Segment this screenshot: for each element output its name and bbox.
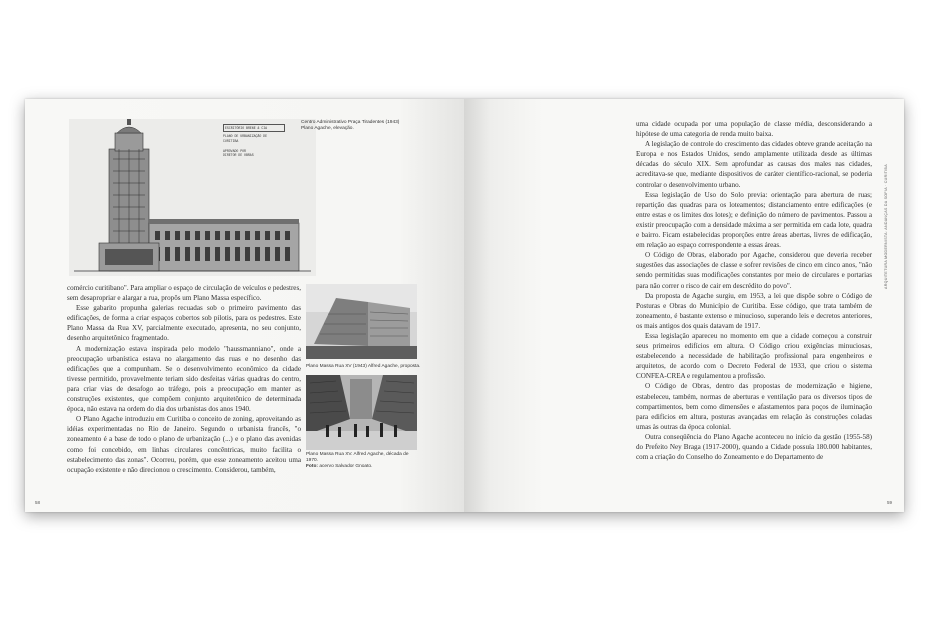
left-page (25, 99, 464, 512)
caption-photo-credit: acervo Salvador Gnoato. (319, 464, 373, 470)
paragraph: O Código de Obras, dentro das propostas de modernização e higiene, estabeleceu, também, normas de aberturas e ventilação para os diversos tipos de compartimentos, bem como dimensões e afastamentos para poços de iluminação para edifícios em altura, posturas avançadas em relação às construções coladas umas às outras da época colonial. (636, 382, 872, 431)
drawing-stamp (223, 124, 285, 157)
stamp-line: PLANO DE URBANIZAÇÃO DE (223, 134, 267, 139)
paragraph: Da proposta de Agache surgiu, em 1953, a lei que dispõe sobre o Código de Posturas e Obras do Município de Curitiba. Esse código, que trata também de zoneamento, é bastante extenso e minucioso, superando leis e decretos anteriores, os mais antigos dos quais datavam de 1917. (636, 291, 872, 330)
caption-photo-street (306, 452, 416, 471)
paragraph: O Código de Obras, elaborado por Agache, considerou que deveria receber sugestões das associações de classe e sofrer revisões de cinco em cinco anos, "não sendo permitidas suas modificações constantes por meio de circulares e portarias para não correr o risco de cair em descrédito do povo". (636, 251, 872, 290)
paragraph: A legislação de controle do crescimento das cidades obteve grande aceitação na Europa e nos Estados Unidos, sendo amplamente utilizada desde as últimas décadas do século XIX. Sem aprofundar as causas dos males nas cidades, acreditava-se que, mediante dispositivos de caráter científico-racional, se poderia controlar o desenvolvimento urbano. (636, 140, 872, 189)
paragraph: Essa legislação de Uso do Solo previa: orientação para abertura de ruas; repartição das quadras para os loteamentos; distanciamento entre edificações (e entre estas e os limites dos lotes); e definição do número de pavimentos. Passou a existir preocupação com a densidade máxima a ser permitida em cada lote, quadra e bairro. Ficam estabelecidas proporções entre áreas abertas, livres de edificação, em relação ao espaço correspondente a essas áreas. (636, 190, 872, 250)
paragraph: Esse gabarito propunha galerias recuadas sob o primeiro pavimento das edificações, de forma a criar espaços cobertos sob pilotis, para os pedestres. Este Plano Massa da Rua XV, parcialmente executado, apresenta, no seu conjunto, desenho arquitetônico fragmentado. (67, 304, 301, 343)
right-page (464, 99, 904, 512)
book-spread (25, 99, 904, 512)
stamp-line: ESCRITÓRIO BRENE & CIA (223, 124, 285, 132)
caption-photo-label: Foto: (306, 464, 318, 470)
photo-rua-xv-street (306, 375, 417, 450)
left-body-text (67, 283, 301, 475)
paragraph: uma cidade ocupada por uma população de classe média, desconsiderando a hipótese de uma categoria de renda muito baixa. (636, 120, 872, 139)
paragraph: O Plano Agache introduziu em Curitiba o conceito de zoning, aproveitando as idéias experimentadas no Rio de Janeiro. Segundo o urbanista francês, "o zoneamento é a base de todo o plano de urbanização (...) e o plano das avenidas como foi concebido, em linhas circulares concêntricas, muito facilita o estabelecimento das zonas". Ocorreu, porém, que esse zoneamento aceitou uma ocupação existente e não direcionou o crescimento. Considerou, também, (67, 415, 301, 474)
page-number-left: 58 (35, 500, 41, 505)
right-body-text (636, 119, 872, 462)
caption-photo-proposal: Plano Massa Rua XV (1943) Alfred Agache, proposta. (306, 364, 421, 369)
running-head: ARQUITETURA MODERNISTA: ANDANÇAS DA SOFIA · CURITIBA (884, 164, 888, 289)
paragraph: Essa legislação apareceu no momento em que a cidade começou a construir seus primeiros edifícios em altura. O Código criou exigências minuciosas, estabelecendo a necessidade de habilitação profissional para engenheiros e arquitetos, de acordo com o Decreto Federal de 1933, que criou o sistema CONFEA-CREA e regulamentou a profissão. (636, 331, 872, 381)
paragraph: Outra conseqüência do Plano Agache aconteceu no início da gestão (1955-58) do Prefeito Ney Braga (1917-2000), quando a Cidade possuía 180.000 habitantes, com a criação do Conselho do Zoneamento e do Departamento de (636, 432, 872, 462)
stamp-line: CURITIBA (223, 138, 239, 143)
paragraph: A modernização estava inspirada pelo modelo "haussmanniano", onde a preocupação urbanística estava no alargamento das ruas e no desenho das edificações que a compunham. Se o desenvolvimento econômico da cidade tivesse permitido, provavelmente teriam sido desfeitas várias quadras do centro, para criar vias de desafogo ao tráfego, pois a preocupação em manter as construções existentes, que compõem conjunto arquitetônico de determinada época, não estava na ordem do dia dos urbanistas dos anos 1940. (67, 344, 301, 414)
caption-elevation: Centro Administrativo Praça Tiradentes (1943) Plano Agache, elevação. (301, 120, 400, 132)
elevation-drawing (69, 119, 316, 276)
caption-photo-street-title: Plano Massa Rua XV. Alfred Agache, década de 1970. (306, 452, 409, 464)
photo-plano-massa-proposal (306, 284, 417, 359)
stamp-line: DIRETOR DE OBRAS (223, 153, 254, 158)
stamp-line: APROVADO POR (223, 148, 246, 153)
page-number-right: 59 (887, 500, 893, 505)
paragraph: comércio curitibano". Para ampliar o espaço de circulação de veículos e pedestres, sem desapropriar e alargar a rua, propôs um Plano Massa específico. (67, 284, 301, 303)
